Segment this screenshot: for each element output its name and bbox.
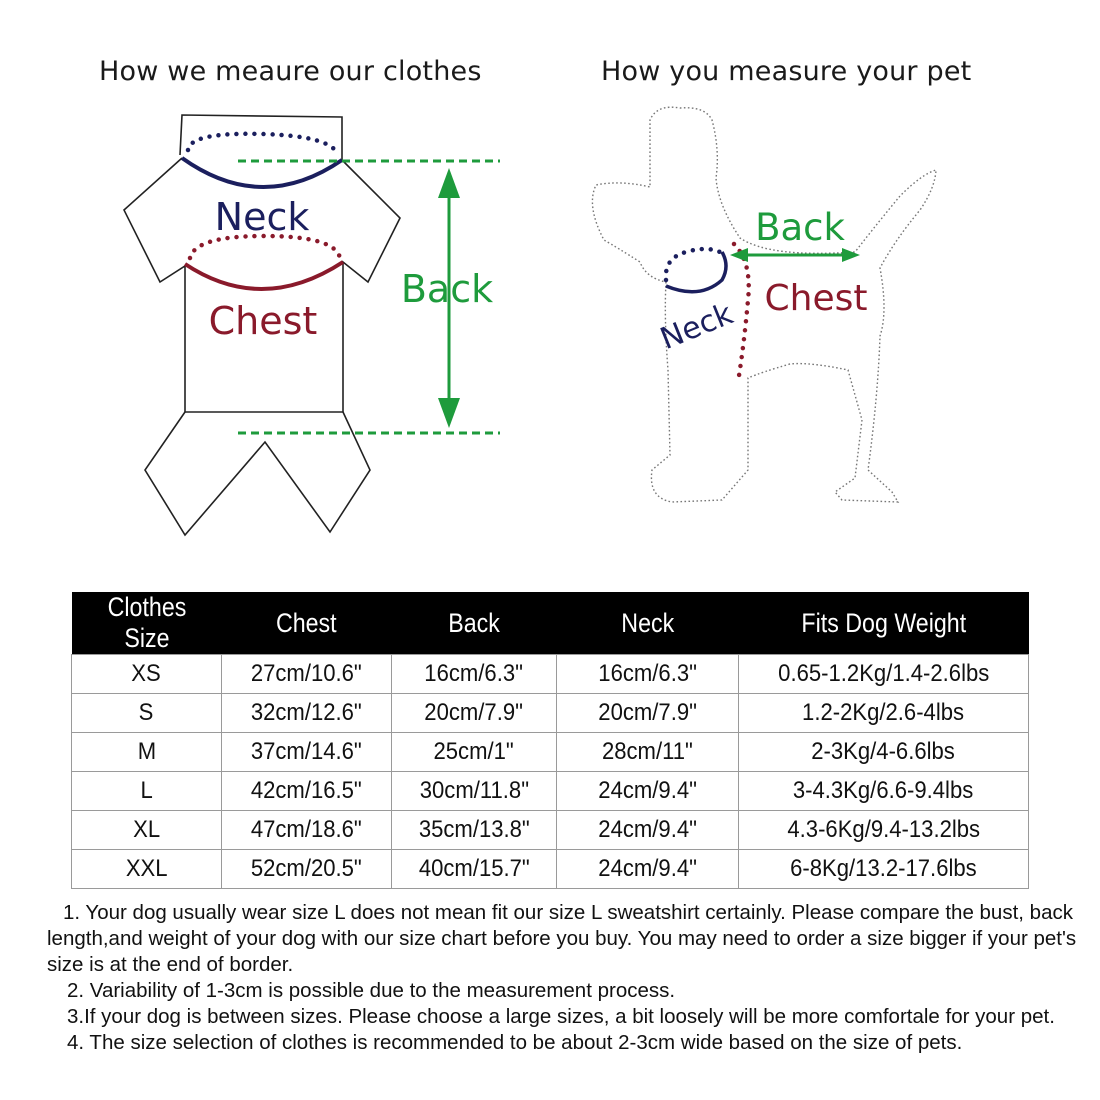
neck-dotted-line xyxy=(188,134,338,155)
size-cell: L xyxy=(72,772,222,811)
size-cell: XS xyxy=(72,655,222,694)
chest-measure-line xyxy=(185,262,343,289)
weight-cell: 4.3-6Kg/9.4-13.2lbs xyxy=(739,811,1029,850)
back-cell: 30cm/11.8" xyxy=(392,772,557,811)
chest-dotted-line xyxy=(190,236,340,258)
dog-chest-dotted-line xyxy=(734,244,749,382)
neck-cell: 24cm/9.4" xyxy=(557,811,739,850)
neck-cell: 16cm/6.3" xyxy=(557,655,739,694)
neck-label: Neck xyxy=(214,195,310,239)
weight-cell: 6-8Kg/13.2-17.6lbs xyxy=(739,850,1029,889)
dog-neck-label: Neck xyxy=(655,296,738,357)
chest-cell: 52cm/20.5" xyxy=(222,850,392,889)
dog-chest-label: Chest xyxy=(764,278,868,319)
back-cell: 25cm/1" xyxy=(392,733,557,772)
note-2: 2. Variability of 1-3cm is possible due to the measurement process. xyxy=(67,979,676,1002)
note-4: 4. The size selection of clothes is recommended to be about 2-3cm wide based on the size of pets. xyxy=(67,1031,963,1054)
back-label: Back xyxy=(400,267,494,311)
chest-cell: 37cm/14.6" xyxy=(222,733,392,772)
weight-cell: 0.65-1.2Kg/1.4-2.6lbs xyxy=(739,655,1029,694)
neck-cell: 20cm/7.9" xyxy=(557,694,739,733)
header-neck: Neck xyxy=(557,592,739,655)
note-3: 3.If your dog is between sizes. Please choose a large sizes, a bit loosely will be more comfortale for your pet. xyxy=(67,1005,1055,1028)
weight-cell: 2-3Kg/4-6.6lbs xyxy=(739,733,1029,772)
size-cell: XXL xyxy=(72,850,222,889)
clothes-measure-heading: How we meaure our clothes xyxy=(99,56,482,87)
back-cell: 20cm/7.9" xyxy=(392,694,557,733)
table-row xyxy=(72,850,1029,889)
table-row xyxy=(72,655,1029,694)
header-chest: Chest xyxy=(222,592,392,655)
header-clothes-size: Clothes Size xyxy=(72,592,222,655)
size-chart-table xyxy=(71,592,1029,889)
back-cell: 35cm/13.8" xyxy=(392,811,557,850)
size-cell: XL xyxy=(72,811,222,850)
table-row xyxy=(72,811,1029,850)
header-back: Back xyxy=(392,592,557,655)
header-weight: Fits Dog Weight xyxy=(739,592,1029,655)
dog-neck-dotted-line xyxy=(666,249,720,280)
chest-cell: 42cm/16.5" xyxy=(222,772,392,811)
size-cell: M xyxy=(72,733,222,772)
dog-back-arrow-icon xyxy=(730,248,860,262)
neck-cell: 24cm/9.4" xyxy=(557,772,739,811)
neck-cell: 28cm/11" xyxy=(557,733,739,772)
dog-back-label: Back xyxy=(755,206,845,249)
back-cell: 40cm/15.7" xyxy=(392,850,557,889)
weight-cell: 3-4.3Kg/6.6-9.4lbs xyxy=(739,772,1029,811)
size-cell: S xyxy=(72,694,222,733)
table-row xyxy=(72,772,1029,811)
chest-label: Chest xyxy=(208,299,318,343)
table-row xyxy=(72,733,1029,772)
back-cell: 16cm/6.3" xyxy=(392,655,557,694)
chest-cell: 32cm/12.6" xyxy=(222,694,392,733)
table-row xyxy=(72,694,1029,733)
weight-cell: 1.2-2Kg/2.6-4lbs xyxy=(739,694,1029,733)
table-header-row xyxy=(72,592,1029,655)
neck-cell: 24cm/9.4" xyxy=(557,850,739,889)
chest-cell: 27cm/10.6" xyxy=(222,655,392,694)
pet-measure-heading: How you measure your pet xyxy=(601,56,972,87)
sizing-notes xyxy=(47,900,1077,1056)
note-1: 1. Your dog usually wear size L does not mean fit our size L sweatshirt certainly. Please compare the bust, back length,and weight of your dog with our size chart before you buy. You may need to order a size bigger if your pet's size is at the end of border. xyxy=(47,901,1077,976)
chest-cell: 47cm/18.6" xyxy=(222,811,392,850)
